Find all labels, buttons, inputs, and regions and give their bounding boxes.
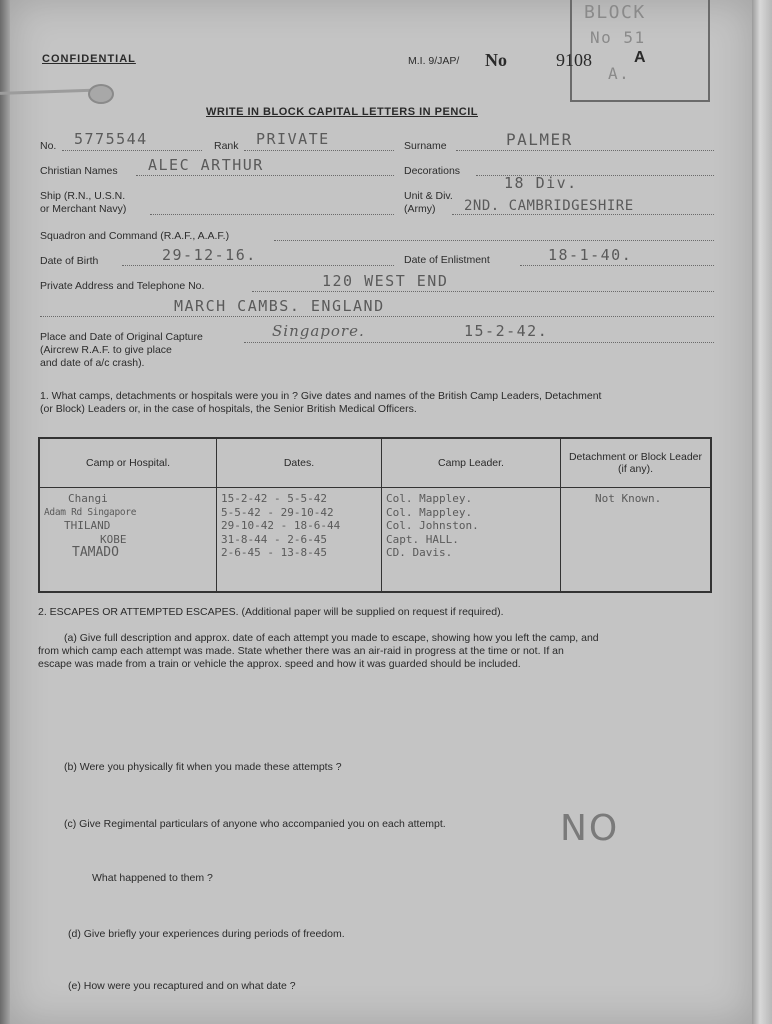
table-cell-dates: 31-8-44 - 2-6-45: [221, 532, 327, 546]
leader-column: [382, 488, 561, 593]
detachment-column: [561, 488, 712, 593]
address-value-2: MARCH CAMBS. ENGLAND: [174, 297, 385, 315]
surname-label: Surname: [404, 140, 447, 152]
ship-label-2: or Merchant Navy): [40, 203, 127, 215]
form-code: M.I. 9/JAP/: [408, 55, 460, 67]
address-line-2: [40, 316, 714, 317]
dob-line: [122, 265, 394, 266]
table-cell-camp: THILAND: [64, 519, 111, 532]
camp-column: [39, 488, 217, 593]
no-label: No.: [40, 140, 57, 152]
unit-line: [452, 214, 714, 215]
christian-names-value: ALEC ARTHUR: [148, 156, 264, 174]
address-value-1: 120 WEST END: [322, 272, 449, 290]
question-2a-line-1: (a) Give full description and approx. date of each attempt you made to escape, showing how you left the camp, and: [64, 632, 599, 644]
surname-value: PALMER: [506, 130, 573, 149]
dob-value: 29-12-16.: [162, 246, 257, 264]
decorations-label: Decorations: [404, 165, 461, 177]
capture-place: Singapore.: [272, 322, 365, 340]
question-2e: (e) How were you recaptured and on what date ?: [68, 980, 296, 992]
rank-line: [244, 150, 394, 151]
table-cell-leader: Col. Johnston.: [386, 519, 479, 532]
table-cell-leader: CD. Davis.: [386, 546, 453, 559]
stamp-line-1: BLOCK: [584, 2, 646, 23]
unit-division: 18 Div.: [504, 174, 578, 192]
table-cell-dates: 29-10-42 - 18-6-44: [221, 519, 341, 532]
question-2b: (b) Were you physically fit when you made these attempts ?: [64, 761, 342, 773]
confidential-marking: CONFIDENTIAL: [42, 53, 136, 65]
binding-knot: [88, 84, 114, 104]
stamp-line-3: A.: [608, 64, 631, 83]
number-prefix: No: [485, 50, 507, 70]
dates-column: [217, 488, 382, 593]
table-cell-leader: Col. Mappley.: [386, 505, 473, 519]
christian-names-line: [136, 175, 394, 176]
ship-label-1: Ship (R.N., U.S.N.: [40, 190, 126, 202]
table-cell-leader: Capt. HALL.: [386, 532, 459, 546]
header-camp-leader: Camp Leader.: [382, 438, 561, 488]
capture-label-3: and date of a/c crash).: [40, 357, 145, 369]
rank-value: PRIVATE: [256, 130, 330, 148]
question-1-line-2: (or Block) Leaders or, in the case of hospitals, the Senior British Medical Officers.: [40, 403, 417, 415]
form-suffix: A: [634, 49, 646, 66]
ship-line: [150, 214, 394, 215]
folder-edge-right: [752, 0, 772, 1024]
table-cell-detachment: Not Known.: [595, 492, 662, 505]
no-value: 5775544: [74, 130, 148, 148]
enlistment-value: 18-1-40.: [548, 246, 633, 264]
header-detachment: Detachment or Block Leader (if any).: [561, 438, 712, 488]
question-1-line-1: 1. What camps, detachments or hospitals were you in ? Give dates and names of the British Camp Leaders, Detachment: [40, 390, 602, 402]
table-cell-dates: 5-5-42 - 29-10-42: [221, 505, 334, 519]
table-cell-camp: TAMADO: [72, 545, 119, 560]
no-line: [62, 150, 202, 151]
christian-names-label: Christian Names: [40, 165, 118, 177]
dob-label: Date of Birth: [40, 255, 99, 267]
question-2a-line-3: escape was made from a train or vehicle the approx. speed and how it was guarded should be included.: [38, 658, 521, 670]
enlistment-label: Date of Enlistment: [404, 254, 490, 266]
squadron-line: [274, 240, 714, 241]
surname-line: [456, 150, 714, 151]
squadron-label: Squadron and Command (R.A.F., A.A.F.): [40, 230, 230, 242]
table-cell-camp: Changi: [68, 492, 108, 505]
table-cell-camp: KOBE: [100, 532, 127, 546]
table-cell-leader: Col. Mappley.: [386, 492, 473, 505]
header-camp: Camp or Hospital.: [39, 438, 217, 488]
table-cell-dates: 15-2-42 - 5-5-42: [221, 492, 327, 505]
question-2a-line-2: from which camp each attempt was made. State whether there was an air-raid in progress at the time or not. If an: [38, 645, 564, 657]
form-number: 9108: [556, 50, 592, 70]
capture-label-1: Place and Date of Original Capture: [40, 331, 203, 343]
stamp-line-2: No 51: [590, 28, 646, 47]
capture-line: [244, 342, 714, 343]
rank-label: Rank: [214, 140, 239, 152]
question-2c: (c) Give Regimental particulars of anyone who accompanied you on each attempt.: [64, 818, 446, 830]
unit-label-1: Unit & Div.: [404, 190, 453, 202]
instruction-heading: WRITE IN BLOCK CAPITAL LETTERS IN PENCIL: [206, 106, 478, 118]
table-cell-dates: 2-6-45 - 13-8-45: [221, 546, 327, 559]
address-line-1: [252, 291, 714, 292]
enlistment-line: [520, 265, 714, 266]
address-label: Private Address and Telephone No.: [40, 280, 205, 292]
camps-table: [38, 437, 712, 593]
unit-label-2: (Army): [404, 203, 436, 215]
table-cell-camp: Adam Rd Singapore: [44, 506, 137, 518]
header-dates: Dates.: [217, 438, 382, 488]
question-2-title: 2. ESCAPES OR ATTEMPTED ESCAPES. (Additional paper will be supplied on request if required).: [38, 606, 504, 618]
question-2c-sub: What happened to them ?: [92, 872, 213, 884]
camps-table-body: [39, 488, 711, 593]
capture-date: 15-2-42.: [464, 322, 549, 340]
unit-battalion: 2ND. CAMBRIDGESHIRE: [464, 198, 634, 214]
question-2d: (d) Give briefly your experiences during periods of freedom.: [68, 928, 345, 940]
question-2c-answer: NO: [560, 808, 620, 849]
capture-label-2: (Aircrew R.A.F. to give place: [40, 344, 172, 356]
